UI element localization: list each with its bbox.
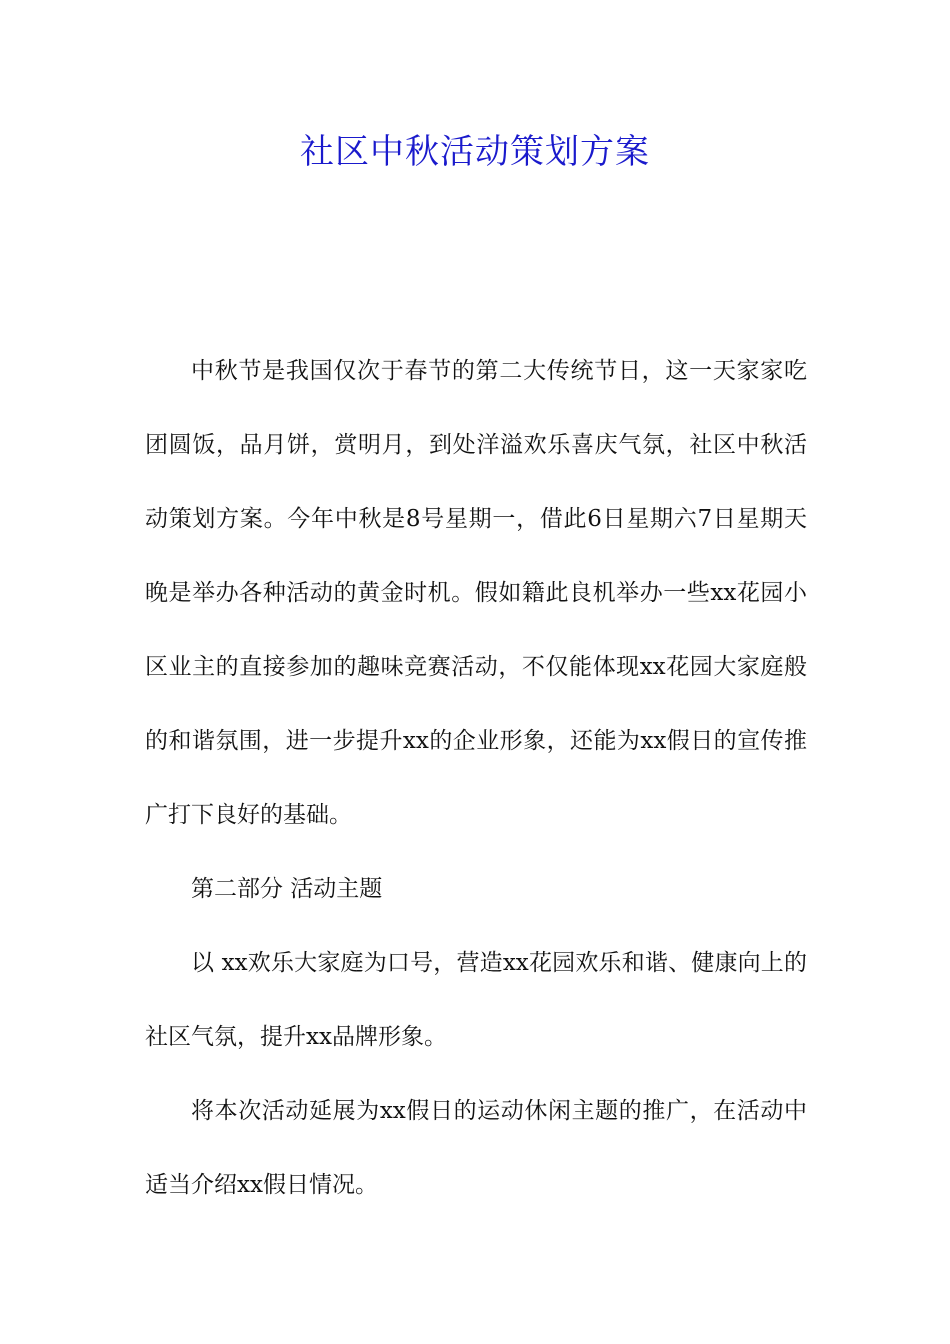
extension-paragraph: 将本次活动延展为xx假日的运动休闲主题的推广，在活动中适当介绍xx假日情况。 <box>145 1098 807 1198</box>
theme-paragraph: 以 xx欢乐大家庭为口号，营造xx花园欢乐和谐、健康向上的社区气氛，提升xx品牌形象。 <box>145 950 807 1050</box>
intro-paragraph: 中秋节是我国仅次于春节的第二大传统节日，这一天家家吃团圆饭，品月饼，赏明月，到处洋溢欢乐喜庆气氛，社区中秋活动策划方案。今年中秋是8号星期一，借此6日星期六7日星期天晚是举办各种活动的黄金时机。假如籍此良机举办一些xx花园小区业主的直接参加的趣味竞赛活动，不仅能体现xx花园大家庭般的和谐氛围，进一步提升xx的企业形象，还能为xx假日的宣传推广打下良好的基础。 <box>145 358 807 828</box>
document-body <box>145 334 807 1222</box>
section-heading: 第二部分 活动主题 <box>191 876 383 902</box>
document-title: 社区中秋活动策划方案 <box>300 132 650 172</box>
